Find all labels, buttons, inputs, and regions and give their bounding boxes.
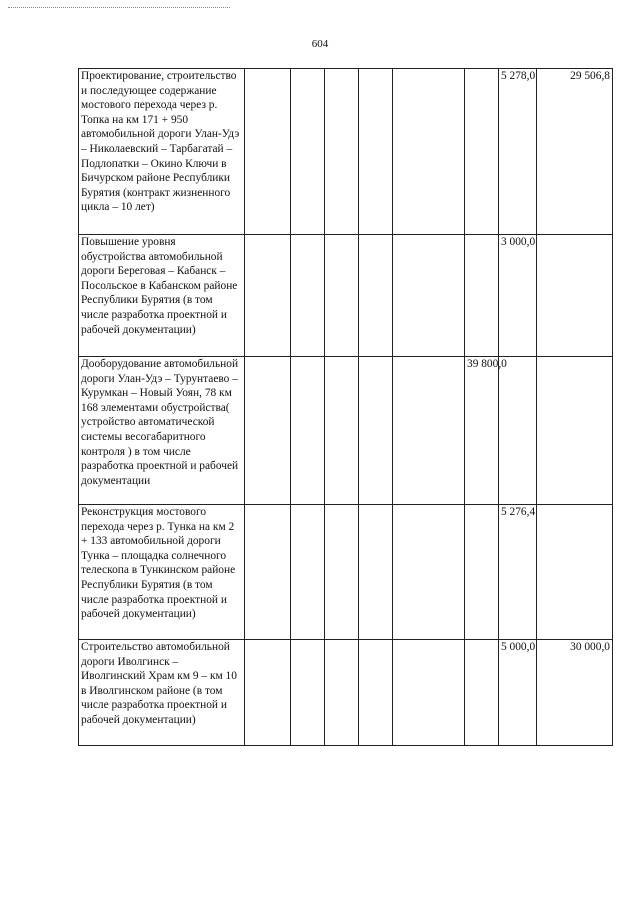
empty-cell [465, 640, 499, 746]
empty-cell [291, 69, 325, 235]
empty-cell [291, 235, 325, 357]
empty-cell [245, 235, 291, 357]
empty-cell [291, 357, 325, 505]
row-description: Строительство автомобильной дороги Иволгинск – Иволгинский Храм км 9 – км 10 в Иволгинском районе (в том числе разработка проектной и рабочей документации) [79, 640, 245, 746]
row-value-2: 30 000,0 [537, 640, 613, 746]
empty-cell [359, 69, 393, 235]
empty-cell [359, 640, 393, 746]
table-row [79, 235, 613, 357]
empty-cell [291, 505, 325, 640]
row-value-2: 29 506,8 [537, 69, 613, 235]
empty-cell [393, 235, 465, 357]
row-value-2 [537, 505, 613, 640]
top-rule [8, 7, 230, 8]
empty-cell [465, 505, 499, 640]
empty-cell [359, 505, 393, 640]
empty-cell [359, 235, 393, 357]
empty-cell [325, 235, 359, 357]
empty-cell [245, 69, 291, 235]
empty-cell [325, 640, 359, 746]
row-description: Проектирование, строительство и последующее содержание мостового перехода через р. Топка на км 171 + 950 автомобильной дороги Улан-Удэ – Николаевский – Тарбагатай – Подлопатки – Окино Ключи в Бичурском районе Республики Бурятия (контракт жизненного цикла – 10 лет) [79, 69, 245, 235]
row-description: Дооборудование автомобильной дороги Улан-Удэ – Турунтаево – Курумкан – Новый Уоян, 78 км 168 элементами обустройства( устройство автоматической системы весогабаритного контроля ) в том числе разработка проектной и рабочей документации [79, 357, 245, 505]
empty-cell [291, 640, 325, 746]
table-row [79, 505, 613, 640]
empty-cell [325, 357, 359, 505]
data-table [78, 68, 613, 746]
empty-cell [325, 505, 359, 640]
empty-cell [393, 69, 465, 235]
empty-cell [359, 357, 393, 505]
row-value-1: 3 000,0 [499, 235, 537, 357]
empty-cell [465, 235, 499, 357]
empty-cell [393, 640, 465, 746]
table-row [79, 357, 613, 505]
row-value-1: 5 278,0 [499, 69, 537, 235]
empty-cell [393, 357, 465, 505]
row-value-1: 39 800,0 [465, 357, 499, 505]
empty-cell [245, 505, 291, 640]
page-number: 604 [311, 38, 329, 50]
row-description: Повышение уровня обустройства автомобильной дороги Береговая – Кабанск – Посольское в Кабанском районе Республики Бурятия (в том числе разработка проектной и рабочей документации) [79, 235, 245, 357]
empty-cell [325, 69, 359, 235]
table-row [79, 640, 613, 746]
row-value-2 [537, 235, 613, 357]
empty-cell [465, 69, 499, 235]
empty-cell [245, 640, 291, 746]
empty-cell [499, 357, 537, 505]
row-value-1: 5 276,4 [499, 505, 537, 640]
row-description: Реконструкция мостового перехода через р. Тунка на км 2 + 133 автомобильной дороги Тунка – площадка солнечного телескопа в Тункинском районе Республики Бурятия (в том числе разработка проектной и рабочей документации) [79, 505, 245, 640]
table-row [79, 69, 613, 235]
row-value-1: 5 000,0 [499, 640, 537, 746]
row-value-2 [537, 357, 613, 505]
empty-cell [245, 357, 291, 505]
empty-cell [393, 505, 465, 640]
